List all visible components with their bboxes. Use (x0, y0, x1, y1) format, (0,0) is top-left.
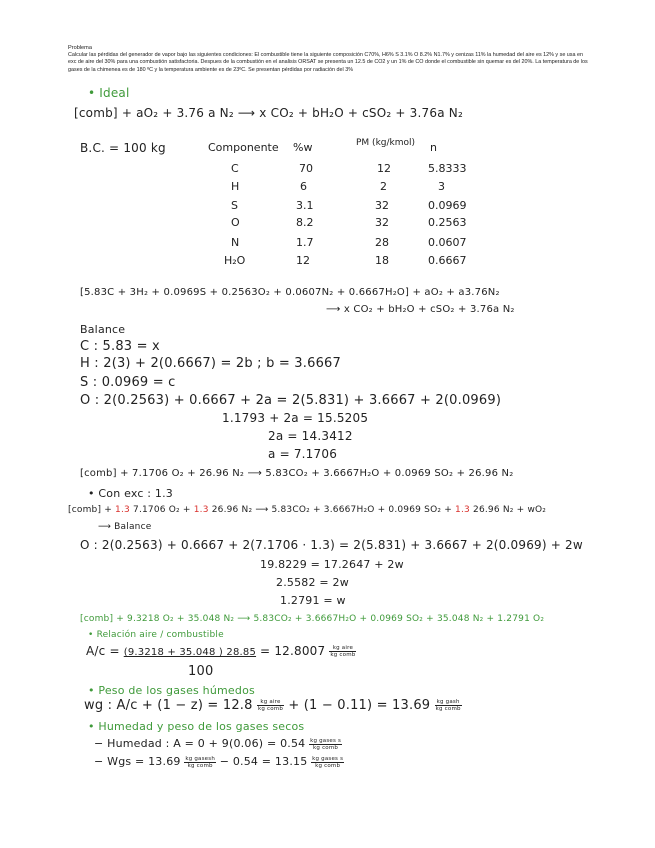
excess-eq-mid2: 26.96 N₂ ⟶ 5.83CO₂ + 3.6667H₂O + 0.0969 SO₂ + (208, 505, 456, 515)
balance-o-step2: 2a = 14.3412 (268, 429, 353, 443)
basis-label: B.C. = 100 kg (80, 141, 166, 155)
excess-step3: 1.2791 = w (280, 594, 346, 607)
table-cell: 3.1 (296, 199, 314, 212)
table-cell: 5.8333 (428, 162, 467, 175)
problem-title: Problema (68, 45, 92, 51)
ideal-reaction: [comb] + aO₂ + 3.76 a N₂ ⟶ x CO₂ + bH₂O + cSO₂ + 3.76a N₂ (74, 106, 463, 120)
table-cell: 12 (296, 254, 310, 267)
balance-heading: Balance (80, 323, 126, 336)
table-cell: N (231, 236, 240, 249)
balance-h: H : 2(3) + 2(0.6667) = 2b ; b = 3.6667 (80, 356, 341, 371)
table-cell: 70 (299, 162, 313, 175)
fuel-equation-line2: ⟶ x CO₂ + bH₂O + cSO₂ + 3.76a N₂ (326, 304, 515, 315)
table-header-wt: %w (293, 141, 313, 154)
table-cell: 32 (375, 216, 389, 229)
excess-balance-label: ⟶ Balance (98, 522, 152, 532)
table-cell: 0.2563 (428, 216, 467, 229)
excess-heading: • Con exc : 1.3 (88, 487, 173, 500)
excess-result-equation: [comb] + 9.3218 O₂ + 35.048 N₂ ⟶ 5.83CO₂ + 3.6667H₂O + 0.0969 SO₂ + 35.048 N₂ + 1.2791 O₂ (80, 614, 545, 624)
air-fuel-rhs: = 12.8007 (256, 644, 326, 658)
dry-gas-heading: • Humedad y peso de los gases secos (88, 720, 305, 733)
balance-c: C : 5.83 = x (80, 339, 160, 354)
excess-eq-tail: 26.96 N₂ + wO₂ (469, 505, 547, 515)
humidity-value: − Humedad : A = 0 + 9(0.06) = 0.54 (94, 737, 306, 750)
table-header-pm: PM (kg/kmol) (356, 138, 416, 148)
problem-text: Calcular las pérdidas del generador de vapor bajo las siguientes condiciones: El combustible tiene la siguiente composición C70%, H6% S 3.1% O 8.2% N1.7% y cenizas 11% la humedad del aire es 12% y se usa en exc de aire del 30% para una combustión satisfactoria. Despues de la combustión en el analisis ORSAT se presenta un 12.5 de CO2 y un 1% de CO donde el combustible sin quemar es del 20%. La temperatura de los gases de la chimenea es de 180 ºC y la temperatura ambiente es de 23ºC. Se presentan pérdidas por radiación del 3% (68, 52, 588, 73)
table-header-componente: Componente (208, 141, 279, 154)
excess-balance-o: O : 2(0.2563) + 0.6667 + 2(7.1706 · 1.3) = 2(5.831) + 3.6667 + 2(0.0969) + 2w (80, 538, 583, 552)
table-cell: S (231, 199, 238, 212)
table-cell: 6 (300, 180, 307, 193)
table-cell: 12 (377, 162, 391, 175)
dry-gas-weight-unit-2: $\frac{\text{kg gases s}}{\text{kg comb}}$ (312, 755, 344, 769)
excess-factor-o2: 1.3 (115, 505, 130, 515)
balance-o: O : 2(0.2563) + 0.6667 + 2a = 2(5.831) + 3.6667 + 2(0.0969) (80, 393, 502, 408)
table-cell: O (231, 216, 240, 229)
table-cell: 1.7 (296, 236, 314, 249)
excess-factor-n2: 1.3 (193, 505, 209, 515)
air-fuel-unit: $\frac{\text{kg aire}}{\text{kg comb}}$ (330, 645, 356, 658)
table-cell: 32 (375, 199, 389, 212)
table-cell: 0.6667 (428, 254, 467, 267)
problem-statement (68, 45, 588, 74)
dry-gas-weight-a: − Wgs = 13.69 (94, 755, 181, 768)
table-cell: 0.0969 (428, 199, 467, 212)
table-cell: 8.2 (296, 216, 314, 229)
air-fuel-expression (86, 644, 356, 658)
table-cell: H₂O (224, 254, 246, 267)
air-fuel-denominator: 100 (188, 664, 214, 679)
wet-gas-unit-2: $\frac{\text{kg gash}}{\text{kg comb}}$ (435, 699, 461, 712)
excess-equation (68, 505, 546, 515)
excess-factor-n2-products: 1.3 (455, 505, 470, 515)
air-fuel-lhs: A/c = (86, 644, 124, 658)
wet-gas-expression (84, 698, 462, 713)
table-cell: 18 (375, 254, 389, 267)
air-fuel-numerator: (9.3218 + 35.048 ) 28.85 (123, 647, 257, 658)
wet-gas-heading: • Peso de los gases húmedos (88, 684, 255, 697)
air-fuel-heading: • Relación aire / combustible (88, 630, 224, 640)
table-cell: 28 (375, 236, 389, 249)
dry-gas-weight-expression (94, 755, 344, 769)
dry-gas-weight-unit-1: $\frac{\text{kg gasesh}}{\text{kg comb}}$ (185, 755, 215, 769)
ideal-result-equation: [comb] + 7.1706 O₂ + 26.96 N₂ ⟶ 5.83CO₂ + 3.6667H₂O + 0.0969 SO₂ + 26.96 N₂ (80, 468, 514, 479)
humidity-unit: $\frac{\text{kg gases s}}{\text{kg comb}}$ (310, 737, 342, 751)
wet-gas-expr-a: wg : A/c + (1 − z) = 12.8 (84, 698, 253, 713)
table-cell: 2 (380, 180, 387, 193)
excess-step1: 19.8229 = 17.2647 + 2w (260, 558, 404, 571)
table-cell: 3 (438, 180, 445, 193)
ideal-heading: • Ideal (88, 86, 130, 100)
humidity-expression (94, 737, 342, 751)
excess-eq-pre: [comb] + (68, 505, 116, 515)
balance-o-step3: a = 7.1706 (268, 447, 338, 461)
table-cell: C (231, 162, 239, 175)
excess-eq-mid1: 7.1706 O₂ + (129, 505, 194, 515)
dry-gas-weight-b: − 0.54 = 13.15 (219, 755, 308, 768)
balance-o-step1: 1.1793 + 2a = 15.5205 (222, 411, 369, 425)
table-cell: H (231, 180, 240, 193)
excess-step2: 2.5582 = 2w (276, 576, 349, 589)
wet-gas-expr-b: + (1 − 0.11) = 13.69 (288, 698, 431, 713)
table-cell: 0.0607 (428, 236, 467, 249)
table-header-n: n (430, 141, 437, 154)
fuel-equation-line1: [5.83C + 3H₂ + 0.0969S + 0.2563O₂ + 0.0607N₂ + 0.6667H₂O] + aO₂ + a3.76N₂ (80, 287, 500, 298)
balance-s: S : 0.0969 = c (80, 375, 176, 390)
wet-gas-unit-1: $\frac{\text{kg aire}}{\text{kg comb}}$ (257, 699, 284, 712)
